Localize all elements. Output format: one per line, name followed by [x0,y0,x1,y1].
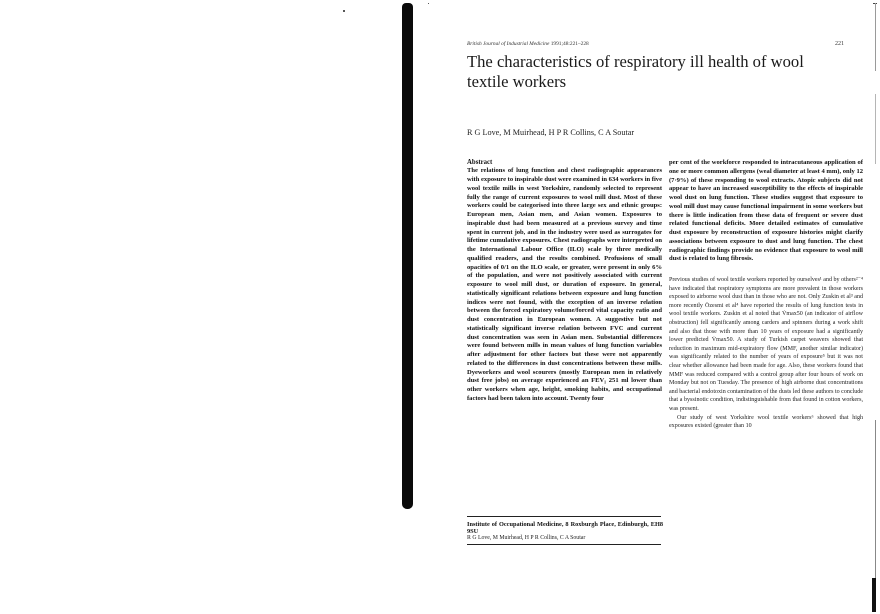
scan-binding-shadow [402,3,413,509]
affiliation: Institute of Occupational Medicine, 8 Roxburgh Place, Edinburgh, EH8 9SU [467,521,663,536]
abstract-text-part-2: per cent of the workforce responded to intracutaneous application of one or more common allergens (weal diameter at least 4 mm), only 12 (7·9%) of these responding to wool extracts. Atopic subjects did not appear to have an increased susceptibility to the effects of inspirable wool dust on lung function. These studies suggest that exposure to wool mill dust may cause functional impairment in some workers but there is little indication from these data of frequent or severe dust related functional deficits. More detailed estimates of cumulative dust exposure by reconstruction of exposure histories might clarify associations between exposure to dust and lung function. The chest radiographic findings provide no evidence that exposure to wool mill dust is related to lung fibrosis. [669,159,863,263]
footnote-divider-bottom [467,544,661,545]
page-edge-shadow [872,578,876,612]
page-edge-line [875,94,876,164]
page-edge-line [875,420,876,578]
citation: 1991;48:221–228 [550,41,589,47]
author-list: R G Love, M Muirhead, H P R Collins, C A Soutar [467,128,635,137]
article-title: The characteristics of respiratory ill health of wool textile workers [467,52,804,91]
scan-speck [428,3,429,4]
running-head [467,41,851,47]
scan-speck [343,10,345,12]
footnote [467,521,663,543]
left-column [467,159,662,404]
footnote-authors: R G Love, M Muirhead, H P R Collins, C A Soutar [467,535,586,542]
abstract-text-part-1: The relations of lung function and chest radiographic appearances with exposure to inspirable dust were examined in 634 workers in five wool textile mills in west Yorkshire, randomly selected to represent fully the range of current exposures to wool mill dust. Most of these workers could be categorised into three large sex and ethnic groups: European men, Asian men, and Asian women. Exposures to inspirable dust had been measured at a previous survey and time spent in current job, and in the industry were used as surrogates for lifetime cumulative exposures. Chest radiographs were interpreted on the International Labour Office (ILO) scale by three medically qualified readers, and the results combined. Profusions of small opacities of 0/1 on the ILO scale, or greater, were present in only 6% of the population, and were not positively associated with current exposure to wool mill dust, or duration of exposure. In general, statistically significant relations between exposure and lung function indices were not found, with the exception of an inverse relation between the forced expiratory volume/forced vital capacity ratio and dust concentration in European women. A suggestive but not statistically significant inverse relation between FVC and current dust concentration was seen in Asian men. Substantial differences were found between mills in mean values of lung function variables after adjustment for other factors but these were not apparently related to the differences in dust concentrations between these mills. Dyeworkers and wool scourers (mostly European men in relatively dust free jobs) on average experienced an FEV₁ 251 ml lower than other workers when age, height, smoking habits, and occupational factors had been taken into account. Twenty four [467,167,662,402]
body-paragraph: Previous studies of wool textile workers reported by ourselves¹ and by others²⁻⁴ have indicated that respiratory symptoms are more prevalent in those workers exposed to airborne wool dust than in those who are not. Only Zuskin et al³ and more recently Özesmi et al⁴ have reported the results of lung function tests in wool textile workers. Zuskin et al noted that V̇max50 (an indicator of airflow obstruction) fell significantly among carders and spinners during a work shift and also that those with more than 10 years of exposure had a significantly lower predicted V̇max50. A study of Turkish carpet weavers showed that reduction in maximum mid-expiratory flow (MMF, another similar indicator) was significantly related to the number of years of exposure⁵ but it was not clear whether allowance had been made for age. Also, these workers found that MMF was reduced compared with a control group after four hours of work on Monday but not on Tuesday. The presence of high airborne dust concentrations and bacterial endotoxin contamination of the dusts led these authors to conclude that a byssinotic condition, indistinguishable from that found in cotton workers, was present. [669,277,863,412]
right-column [669,159,863,431]
journal-name: British Journal of Industrial Medicine [467,41,550,47]
body-paragraph: Our study of west Yorkshire wool textile workers⁶ showed that high exposures existed (greater than 10 [669,414,863,430]
page-edge-line [875,3,876,71]
page-number: 221 [835,41,844,47]
abstract-heading: Abstract [467,159,493,166]
footnote-divider [467,516,661,517]
